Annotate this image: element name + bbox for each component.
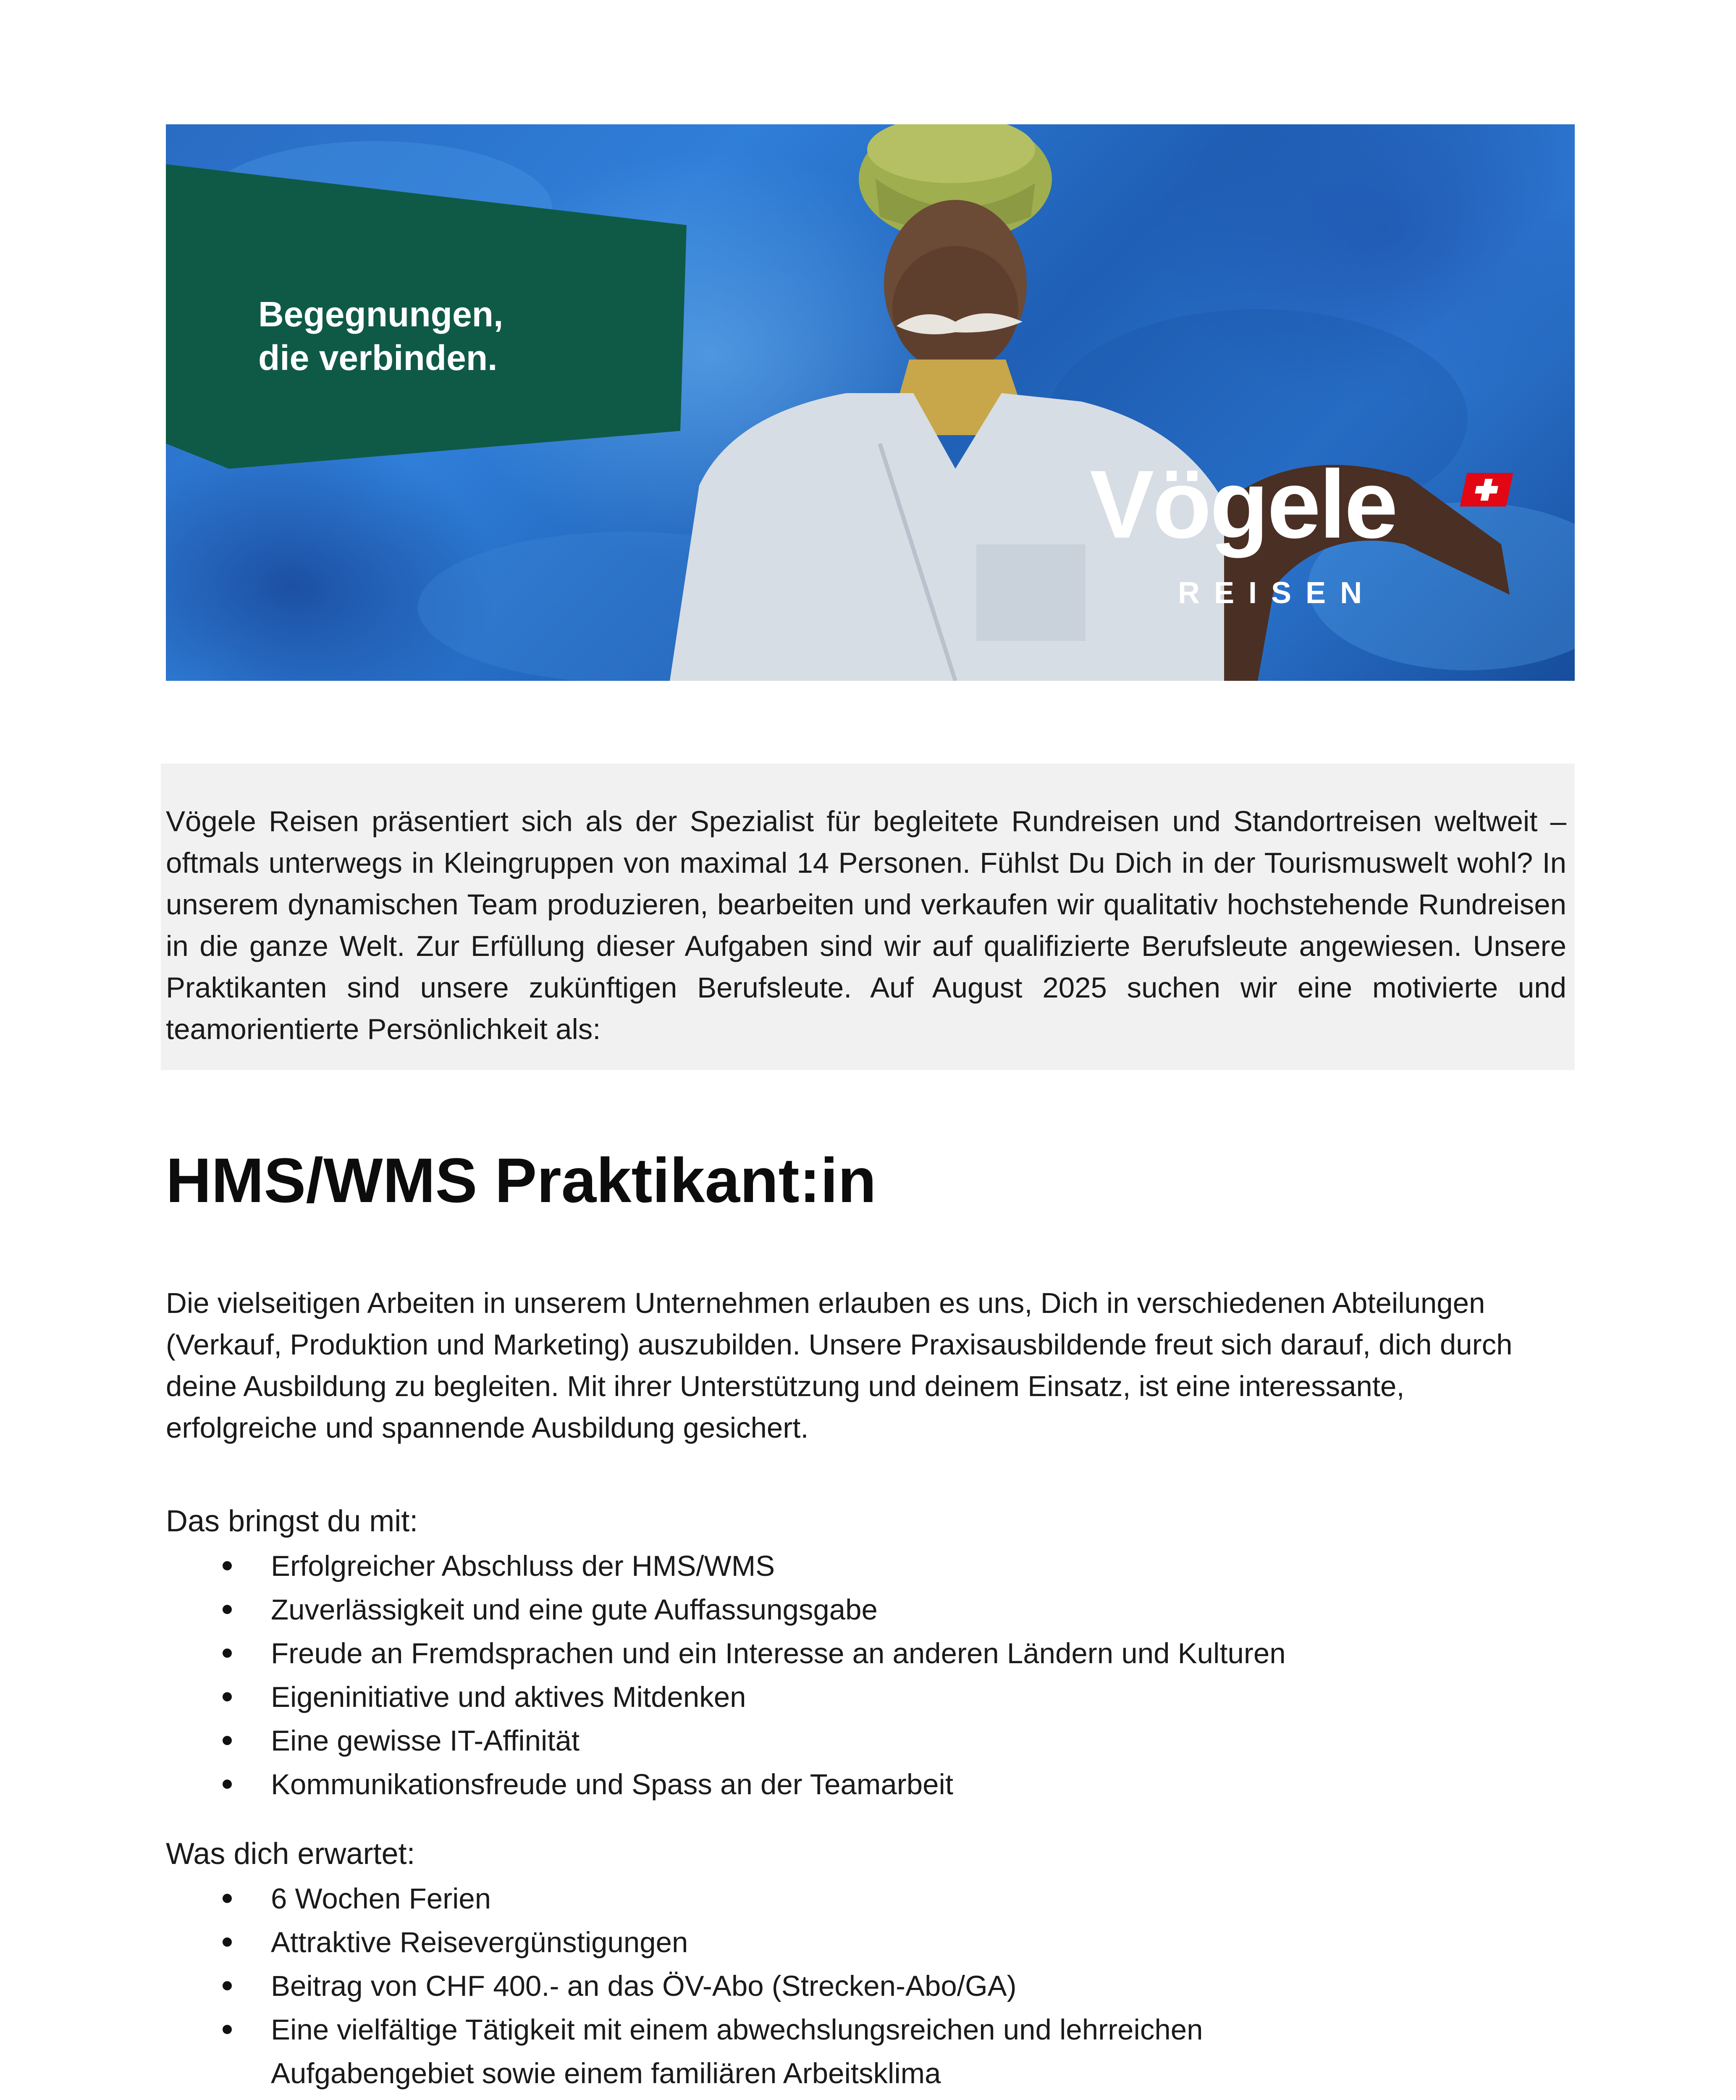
list-item: Eine vielfältige Tätigkeit mit einem abwechslungsreichen und lehrreichen Aufgabengebiet sowie einem familiären Arbeitsklima	[166, 2008, 1552, 2095]
bullet-icon	[223, 1780, 232, 1789]
slogan-line-2: die verbinden.	[258, 338, 498, 378]
bullet-icon	[223, 1648, 232, 1658]
bullet-icon	[223, 1894, 232, 1903]
list-item: Eine gewisse IT-Affinität	[166, 1719, 1552, 1763]
bullet-icon	[223, 1736, 232, 1745]
bullet-icon	[223, 1605, 232, 1614]
intro-text: Vögele Reisen präsentiert sich als der Spezialist für begleitete Rundreisen und Standortreisen weltweit – oftmals unterwegs in Kleingruppen von maximal 14 Personen. Fühlst Du Dich in der Tourismuswelt wohl? In unserem dynamischen Team produzieren, bearbeiten und verkaufen wir qualitativ hochstehende Rundreisen in die ganze Welt. Zur Erfüllung dieser Aufgaben sind wir auf qualifizierte Berufsleute angewiesen. Unsere Praktikanten sind unsere zukünftigen Berufsleute. Auf August 2025 suchen wir eine motivierte und teamorientierte Persönlichkeit als:	[166, 805, 1566, 1045]
swiss-flag-icon	[1460, 473, 1513, 507]
bullet-icon	[223, 1981, 232, 1990]
job-title: HMS/WMS Praktikant:in	[166, 1145, 876, 1215]
offer-heading: Was dich erwartet:	[166, 1837, 415, 1871]
list-item: Erfolgreicher Abschluss der HMS/WMS	[166, 1544, 1552, 1588]
bullet-icon	[223, 1937, 232, 1947]
brand-logo-text: Vögele	[1090, 450, 1397, 558]
requirements-heading: Das bringst du mit:	[166, 1504, 418, 1538]
list-item: Attraktive Reisevergünstigungen	[166, 1921, 1552, 1964]
bullet-icon	[223, 1561, 232, 1570]
header-banner	[166, 124, 1575, 681]
list-item: Freude an Fremdsprachen und ein Interesse an anderen Ländern und Kulturen	[166, 1632, 1552, 1675]
banner-slogan	[258, 292, 636, 380]
job-description: Die vielseitigen Arbeiten in unserem Unternehmen erlauben es uns, Dich in verschiedenen Abteilungen (Verkauf, Produktion und Marketing) auszubilden. Unsere Praxisausbildende freut sich darauf, dich durch deine Ausbildung zu begleiten. Mit ihrer Unterstützung und deinem Einsatz, ist eine interessante, erfolgreiche und spannende Ausbildung gesichert.	[166, 1287, 1513, 1444]
list-item: Kommunikationsfreude und Spass an der Teamarbeit	[166, 1763, 1552, 1806]
intro-box	[161, 764, 1575, 1070]
list-item: Zuverlässigkeit und eine gute Auffassungsgabe	[166, 1588, 1552, 1632]
offer-list	[166, 1877, 1552, 2095]
slogan-line-1: Begegnungen,	[258, 294, 503, 334]
bullet-icon	[223, 2025, 232, 2034]
bullet-icon	[223, 1692, 232, 1701]
list-item: 6 Wochen Ferien	[166, 1877, 1552, 1921]
brand-logo-subtext: REISEN	[1178, 576, 1377, 610]
list-item: Beitrag von CHF 400.- an das ÖV-Abo (Strecken-Abo/GA)	[166, 1964, 1552, 2008]
list-item: Eigeninitiative und aktives Mitdenken	[166, 1675, 1552, 1719]
requirements-list	[166, 1544, 1552, 1806]
